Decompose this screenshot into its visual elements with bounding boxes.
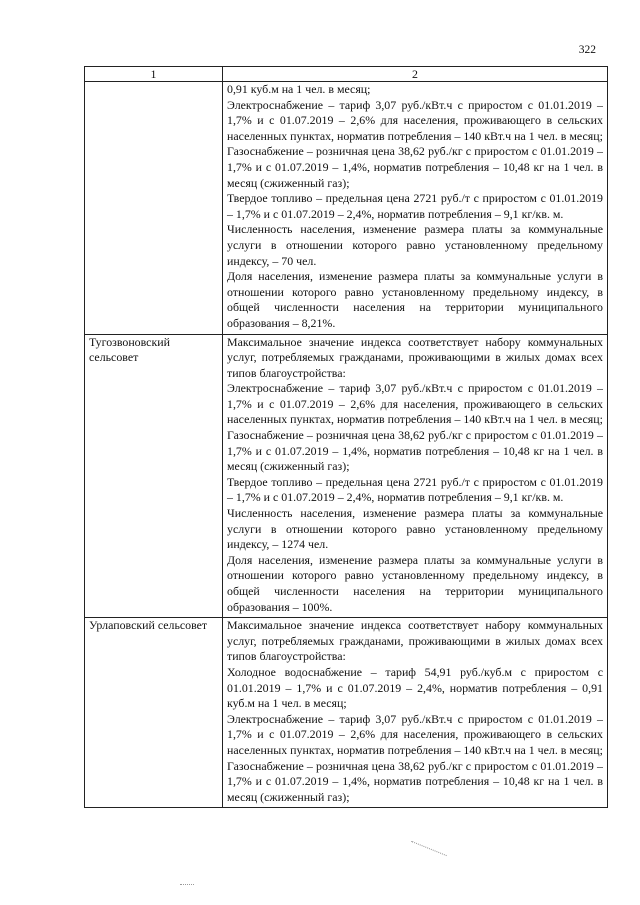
description-paragraph: 0,91 куб.м на 1 чел. в месяц;	[227, 82, 371, 96]
description-paragraph: Холодное водоснабжение – тариф 54,91 руб./куб.м с приростом с 01.01.2019 – 1,7% и с 01.07.2019 – 2,4%, норматив потребления – 0,91 куб.м на 1 чел. в месяц;	[227, 664, 603, 711]
tariff-table	[84, 66, 608, 808]
scan-artifact	[180, 884, 194, 885]
municipality-name: Тугозвоновский сельсовет	[89, 334, 170, 365]
column-header: 2	[223, 67, 608, 82]
description-paragraph: Твердое топливо – предельная цена 2721 руб./т с приростом с 01.01.2019 – 1,7% и с 01.07.2019 – 2,4%, норматив потребления – 9,1 кг/кв. м.	[227, 474, 603, 505]
column-header: 1	[85, 67, 223, 82]
description-paragraph: Доля населения, изменение размера платы за коммунальные услуги в отношении которого равно установленному предельному индексу, в общей численности населения на территории муниципального образования – 100%.	[227, 552, 603, 614]
description-paragraph: Максимальное значение индекса соответствует набору коммунальных услуг, потребляемых гражданами, проживающими в жилых домах всех типов благоустройства:	[227, 334, 603, 380]
description-paragraph: Доля населения, изменение размера платы за коммунальные услуги в отношении которого равно установленному предельному индексу, в общей численности населения на территории муниципального образования – 8,21%.	[227, 269, 603, 330]
description-cell	[223, 334, 608, 618]
table-header-row	[85, 67, 608, 82]
description-paragraph: Газоснабжение – розничная цена 38,62 руб./кг с приростом с 01.01.2019 – 1,7% и с 01.07.2019 – 1,4%, норматив потребления – 10,48 кг на 1 чел. в месяц (сжиженный газ);	[227, 428, 603, 474]
description-paragraph: Численность населения, изменение размера платы за коммунальные услуги в отношении которого равно установленному предельному индексу, – 70 чел.	[227, 222, 603, 268]
description-paragraph: Газоснабжение – розничная цена 38,62 руб./кг с приростом с 01.01.2019 – 1,7% и с 01.07.2019 – 1,4%, норматив потребления – 10,48 кг на 1 чел. в месяц (сжиженный газ);	[227, 758, 603, 804]
municipality-name-cell	[85, 82, 223, 335]
description-paragraph: Газоснабжение – розничная цена 38,62 руб./кг с приростом с 01.01.2019 – 1,7% и с 01.07.2019 – 1,4%, норматив потребления – 10,48 кг на 1 чел. в месяц (сжиженный газ);	[227, 144, 603, 190]
scan-artifact	[411, 841, 447, 856]
municipality-name-cell	[85, 618, 223, 808]
description-paragraph: Численность населения, изменение размера платы за коммунальные услуги в отношении которого равно установленному предельному индексу, – 1274 чел.	[227, 506, 603, 552]
description-cell	[223, 618, 608, 808]
municipality-name: Урлаповский сельсовет	[89, 618, 208, 633]
description-cell	[223, 82, 608, 335]
description-paragraph: Электроснабжение – тариф 3,07 руб./кВт.ч с приростом с 01.01.2019 – 1,7% и с 01.07.2019 – 2,6% для населения, проживающего в сельских населенных пунктах, норматив потребления – 140 кВт.ч на 1 чел. в месяц;	[227, 381, 603, 427]
table-row	[85, 334, 608, 618]
page-number: 322	[578, 44, 596, 56]
description-paragraph: Твердое топливо – предельная цена 2721 руб./т с приростом с 01.01.2019 – 1,7% и с 01.07.2019 – 2,4%, норматив потребления – 9,1 кг/кв. м.	[227, 191, 603, 221]
municipality-name-cell	[85, 334, 223, 618]
description-paragraph: Максимальное значение индекса соответствует набору коммунальных услуг, потребляемых гражданами, проживающими в жилых домах всех типов благоустройства:	[227, 618, 603, 664]
table-row	[85, 618, 608, 808]
description-paragraph: Электроснабжение – тариф 3,07 руб./кВт.ч с приростом с 01.01.2019 – 1,7% и с 01.07.2019 – 2,6% для населения, проживающего в сельских населенных пунктах, норматив потребления – 140 кВт.ч на 1 чел. в месяц;	[227, 97, 603, 143]
description-paragraph: Электроснабжение – тариф 3,07 руб./кВт.ч с приростом с 01.01.2019 – 1,7% и с 01.07.2019 – 2,6% для населения, проживающего в сельских населенных пунктах, норматив потребления – 140 кВт.ч на 1 чел. в месяц;	[227, 711, 603, 757]
table-row	[85, 82, 608, 335]
